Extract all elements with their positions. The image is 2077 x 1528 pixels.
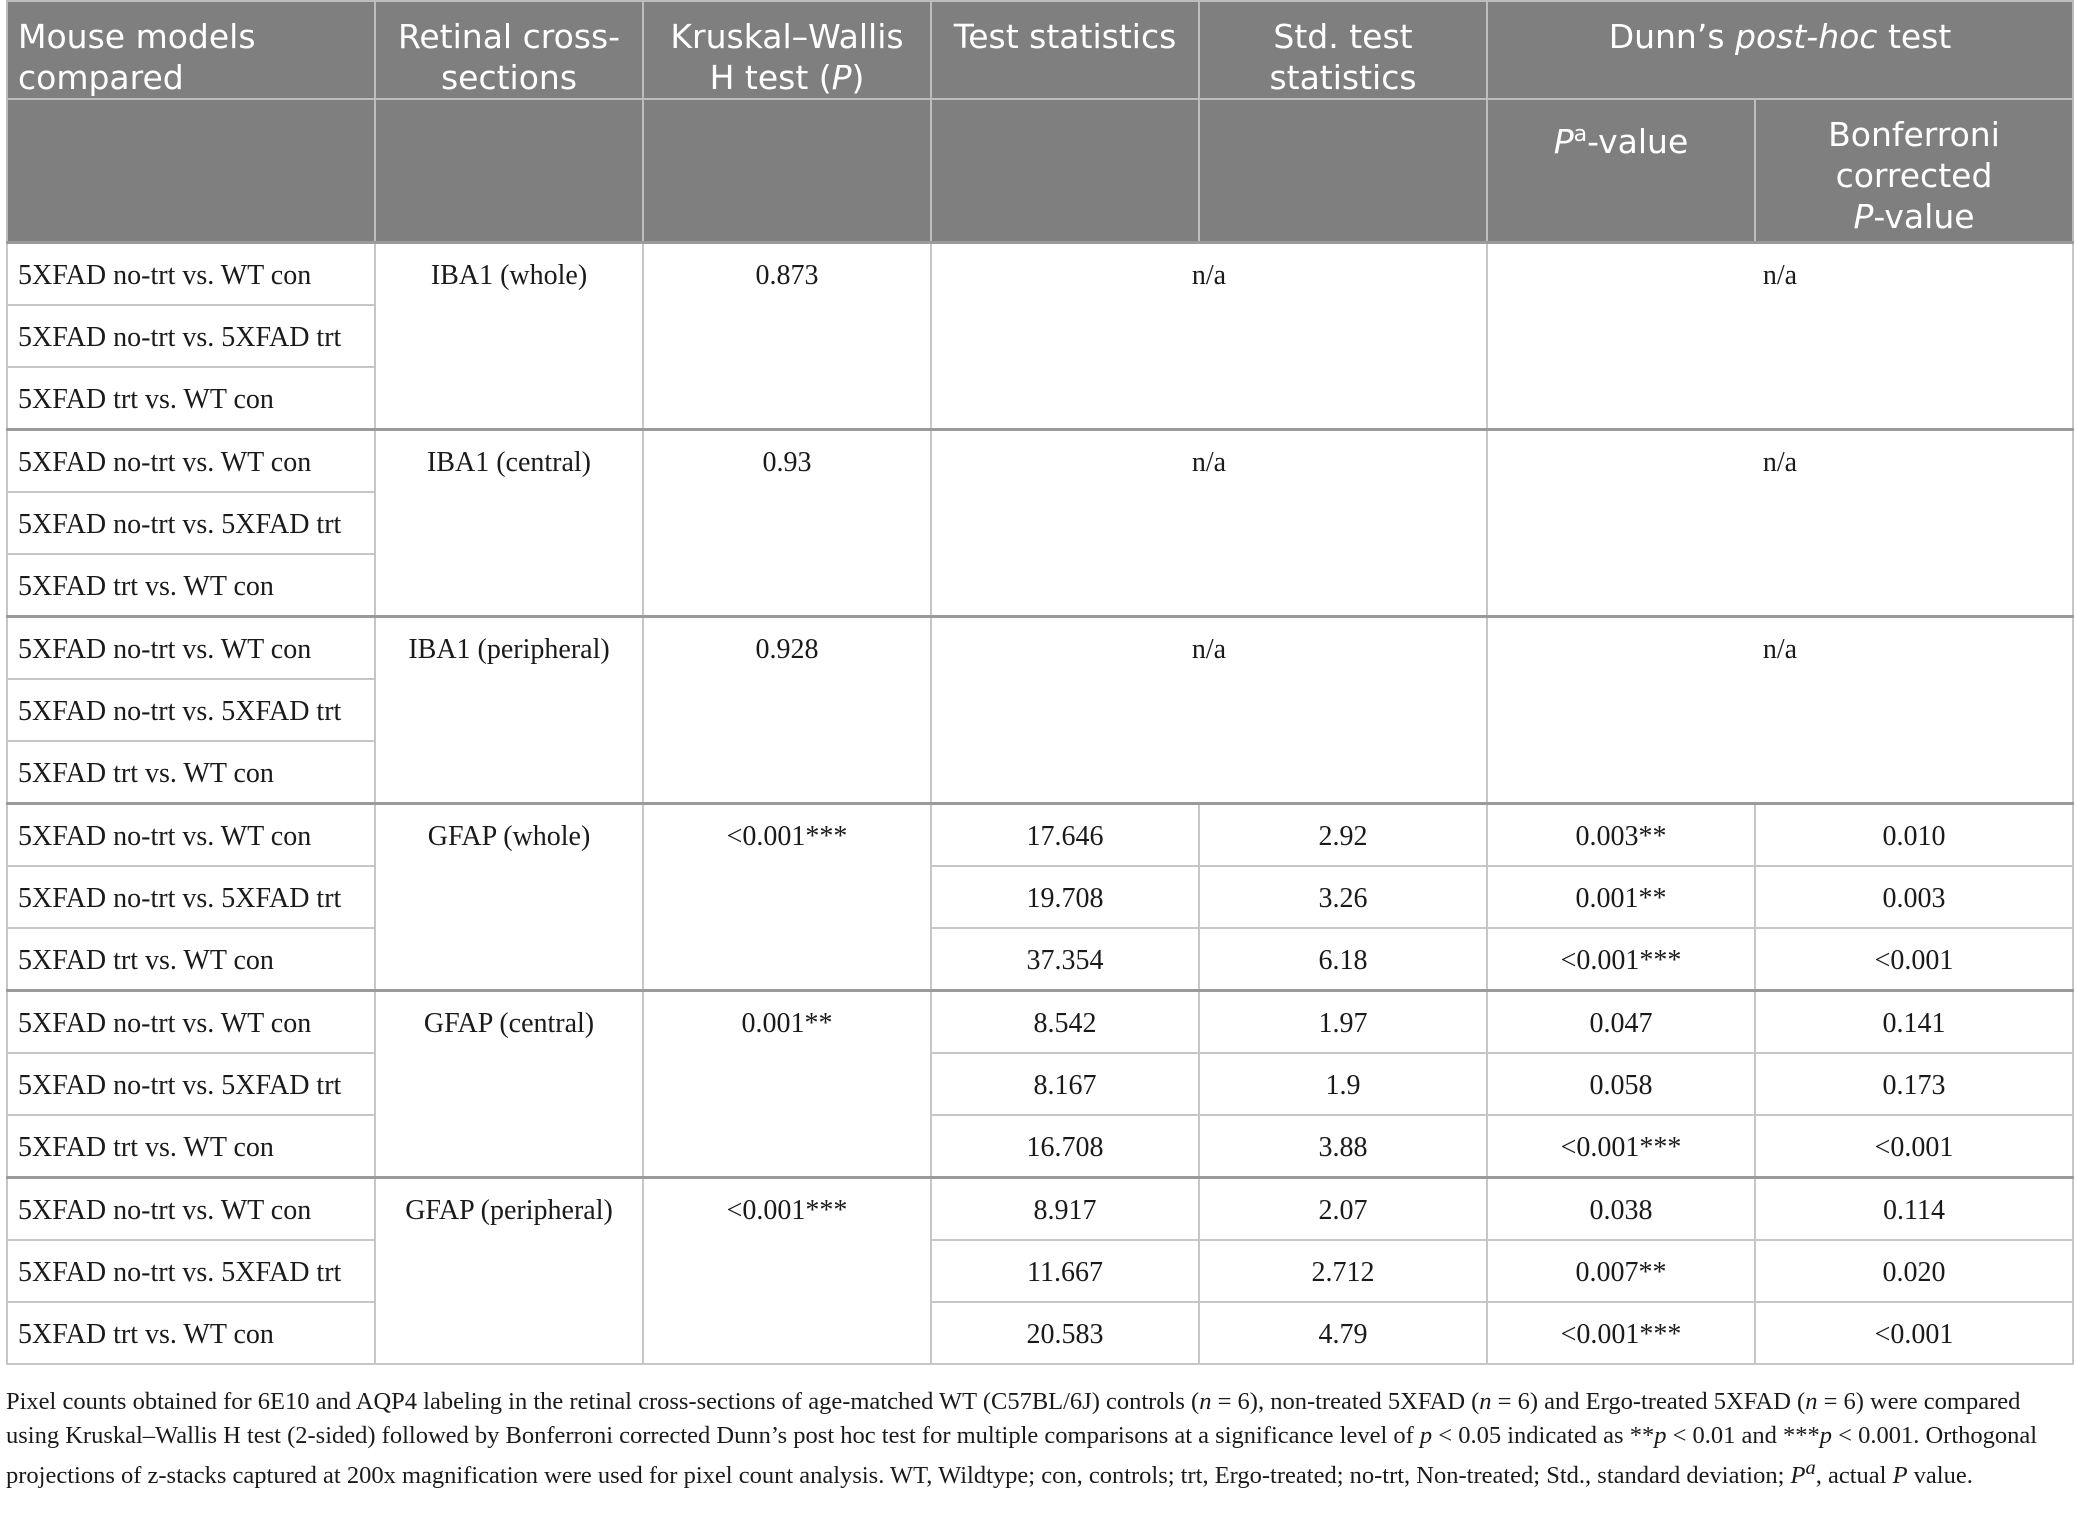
test-stat-cell: 19.708 xyxy=(931,866,1199,928)
footnote-part: = 6) were compared using Kruskal–Wallis H test (2-sided) followed by Bonferroni corrected Dunn’s post hoc test for multiple comparisons at a significance level of xyxy=(6,1388,2021,1449)
p-value-cell: 0.058 xyxy=(1487,1053,1755,1115)
bonferroni-cell: <0.001 xyxy=(1755,1115,2073,1178)
table-row xyxy=(7,866,2073,928)
header-p-suffix: -value xyxy=(1587,122,1689,161)
p-value-cell: 0.047 xyxy=(1487,990,1755,1053)
section-cell: IBA1 (peripheral) xyxy=(375,616,643,803)
kw-cell: 0.928 xyxy=(643,616,931,803)
comparison-cell: 5XFAD no-trt vs. WT con xyxy=(7,990,375,1053)
header-kruskal-wallis xyxy=(643,1,931,99)
header-bonf-suffix: -value xyxy=(1873,197,1975,236)
test-na-cell: n/a xyxy=(931,616,1487,803)
section-cell: GFAP (whole) xyxy=(375,803,643,990)
table-row xyxy=(7,1115,2073,1178)
comparison-cell: 5XFAD no-trt vs. WT con xyxy=(7,242,375,305)
header-bonf-p: P xyxy=(1853,197,1874,236)
kw-cell: 0.873 xyxy=(643,242,931,429)
header-retinal-sections: Retinal cross-sections xyxy=(375,1,643,99)
header-p-italic: P xyxy=(1553,122,1574,161)
comparison-cell: 5XFAD no-trt vs. 5XFAD trt xyxy=(7,1053,375,1115)
std-stat-cell: 1.9 xyxy=(1199,1053,1487,1115)
test-stat-cell: 11.667 xyxy=(931,1240,1199,1302)
p-value-cell: 0.007** xyxy=(1487,1240,1755,1302)
section-cell: IBA1 (whole) xyxy=(375,242,643,429)
test-na-cell: n/a xyxy=(931,429,1487,616)
test-stat-cell: 20.583 xyxy=(931,1302,1199,1364)
header-p-sup: a xyxy=(1573,122,1588,147)
section-cell: GFAP (central) xyxy=(375,990,643,1177)
footnote-part: = 6), non-treated 5XFAD ( xyxy=(1211,1388,1480,1415)
test-stat-cell: 8.917 xyxy=(931,1177,1199,1240)
comparison-cell: 5XFAD trt vs. WT con xyxy=(7,554,375,617)
std-stat-cell: 3.88 xyxy=(1199,1115,1487,1178)
comparison-cell: 5XFAD trt vs. WT con xyxy=(7,741,375,804)
p-value-cell: <0.001*** xyxy=(1487,1302,1755,1364)
comparison-cell: 5XFAD no-trt vs. 5XFAD trt xyxy=(7,492,375,554)
header-kw-close: ) xyxy=(851,58,865,97)
footnote-part: value. xyxy=(1907,1462,1973,1490)
kw-cell: 0.93 xyxy=(643,429,931,616)
comparison-cell: 5XFAD no-trt vs. WT con xyxy=(7,1177,375,1240)
header-kw-p: P xyxy=(831,58,852,97)
p-value-cell: <0.001*** xyxy=(1487,928,1755,991)
results-table xyxy=(6,0,2074,1365)
bonferroni-cell: <0.001 xyxy=(1755,928,2073,991)
section-cell: IBA1 (central) xyxy=(375,429,643,616)
comparison-cell: 5XFAD trt vs. WT con xyxy=(7,928,375,991)
footnote-p: p xyxy=(1654,1421,1667,1449)
header-blank-4 xyxy=(931,99,1199,242)
header-mouse-models: Mouse models compared xyxy=(7,1,375,99)
table-footnote xyxy=(6,1385,2066,1493)
test-stat-cell: 17.646 xyxy=(931,803,1199,866)
footnote-part: < 0.05 indicated as ** xyxy=(1432,1421,1655,1449)
bonferroni-cell: 0.114 xyxy=(1755,1177,2073,1240)
test-stat-cell: 8.167 xyxy=(931,1053,1199,1115)
footnote-p: p xyxy=(1419,1421,1433,1449)
header-bonf-line1: Bonferroni corrected xyxy=(1828,115,2000,195)
header-test-statistics: Test statistics xyxy=(931,1,1199,99)
table-row xyxy=(7,1053,2073,1115)
kw-cell: <0.001*** xyxy=(643,1177,931,1364)
std-stat-cell: 1.97 xyxy=(1199,990,1487,1053)
std-stat-cell: 2.07 xyxy=(1199,1177,1487,1240)
kw-cell: 0.001** xyxy=(643,990,931,1177)
header-dunn-suffix: test xyxy=(1877,17,1952,56)
std-stat-cell: 2.92 xyxy=(1199,803,1487,866)
std-stat-cell: 2.712 xyxy=(1199,1240,1487,1302)
table-row xyxy=(7,429,2073,492)
comparison-cell: 5XFAD no-trt vs. 5XFAD trt xyxy=(7,679,375,741)
footnote-n: n xyxy=(1479,1388,1492,1415)
comparison-cell: 5XFAD no-trt vs. 5XFAD trt xyxy=(7,866,375,928)
results-table-container xyxy=(6,0,2072,1365)
kw-cell: <0.001*** xyxy=(643,803,931,990)
comparison-cell: 5XFAD no-trt vs. WT con xyxy=(7,616,375,679)
test-stat-cell: 37.354 xyxy=(931,928,1199,991)
bonferroni-cell: 0.003 xyxy=(1755,866,2073,928)
footnote-part: , actual xyxy=(1815,1462,1893,1490)
table-row xyxy=(7,1302,2073,1364)
header-kw-text: Kruskal–Wallis H test ( xyxy=(670,17,904,97)
header-blank-1 xyxy=(7,99,375,242)
dunn-na-cell: n/a xyxy=(1487,429,2073,616)
p-value-cell: 0.001** xyxy=(1487,866,1755,928)
header-dunn-test xyxy=(1487,1,2073,99)
header-std-test-statistics: Std. test statistics xyxy=(1199,1,1487,99)
table-row xyxy=(7,803,2073,866)
footnote-part: = 6) and Ergo-treated 5XFAD ( xyxy=(1491,1388,1806,1415)
bonferroni-cell: 0.173 xyxy=(1755,1053,2073,1115)
comparison-cell: 5XFAD no-trt vs. 5XFAD trt xyxy=(7,305,375,367)
comparison-cell: 5XFAD trt vs. WT con xyxy=(7,1115,375,1178)
header-blank-5 xyxy=(1199,99,1487,242)
footnote-n: n xyxy=(1805,1388,1818,1415)
header-dunn-posthoc: post-hoc xyxy=(1735,17,1878,56)
test-stat-cell: 16.708 xyxy=(931,1115,1199,1178)
footnote-part: < 0.001. Orthogonal projections of z-stacks captured at 200x magnification were used for pixel count analysis. WT, Wildtype; con, controls; trt, Ergo-treated; no-trt, Non-treated; Std., standard deviation; xyxy=(6,1421,2038,1490)
table-row xyxy=(7,928,2073,991)
p-value-cell: <0.001*** xyxy=(1487,1115,1755,1178)
bonferroni-cell: 0.020 xyxy=(1755,1240,2073,1302)
comparison-cell: 5XFAD no-trt vs. WT con xyxy=(7,803,375,866)
std-stat-cell: 4.79 xyxy=(1199,1302,1487,1364)
footnote-n: n xyxy=(1199,1388,1212,1415)
table-body xyxy=(7,242,2073,1364)
header-p-value xyxy=(1487,99,1755,242)
section-cell: GFAP (peripheral) xyxy=(375,1177,643,1364)
table-row xyxy=(7,1240,2073,1302)
footnote-text xyxy=(6,1385,2066,1493)
table-row xyxy=(7,616,2073,679)
header-dunn-text: Dunn’s xyxy=(1608,17,1736,56)
p-value-cell: 0.003** xyxy=(1487,803,1755,866)
footnote-part: Pixel counts obtained for 6E10 and AQP4 labeling in the retinal cross-sections of age-matched WT (C57BL/6J) controls ( xyxy=(6,1388,1200,1415)
table-row xyxy=(7,242,2073,305)
test-stat-cell: 8.542 xyxy=(931,990,1199,1053)
footnote-P: P xyxy=(1892,1462,1908,1490)
header-bonferroni xyxy=(1755,99,2073,242)
p-value-cell: 0.038 xyxy=(1487,1177,1755,1240)
comparison-cell: 5XFAD no-trt vs. WT con xyxy=(7,429,375,492)
header-blank-3 xyxy=(643,99,931,242)
table-header xyxy=(7,1,2073,242)
bonferroni-cell: 0.010 xyxy=(1755,803,2073,866)
table-row xyxy=(7,1177,2073,1240)
bonferroni-cell: <0.001 xyxy=(1755,1302,2073,1364)
header-blank-2 xyxy=(375,99,643,242)
footnote-a: a xyxy=(1805,1457,1816,1479)
dunn-na-cell: n/a xyxy=(1487,616,2073,803)
comparison-cell: 5XFAD trt vs. WT con xyxy=(7,367,375,430)
std-stat-cell: 6.18 xyxy=(1199,928,1487,991)
comparison-cell: 5XFAD no-trt vs. 5XFAD trt xyxy=(7,1240,375,1302)
std-stat-cell: 3.26 xyxy=(1199,866,1487,928)
comparison-cell: 5XFAD trt vs. WT con xyxy=(7,1302,375,1364)
test-na-cell: n/a xyxy=(931,242,1487,429)
table-row xyxy=(7,990,2073,1053)
bonferroni-cell: 0.141 xyxy=(1755,990,2073,1053)
dunn-na-cell: n/a xyxy=(1487,242,2073,429)
footnote-p: p xyxy=(1819,1421,1833,1449)
footnote-part: < 0.01 and *** xyxy=(1666,1421,1820,1449)
footnote-P: P xyxy=(1790,1462,1806,1490)
